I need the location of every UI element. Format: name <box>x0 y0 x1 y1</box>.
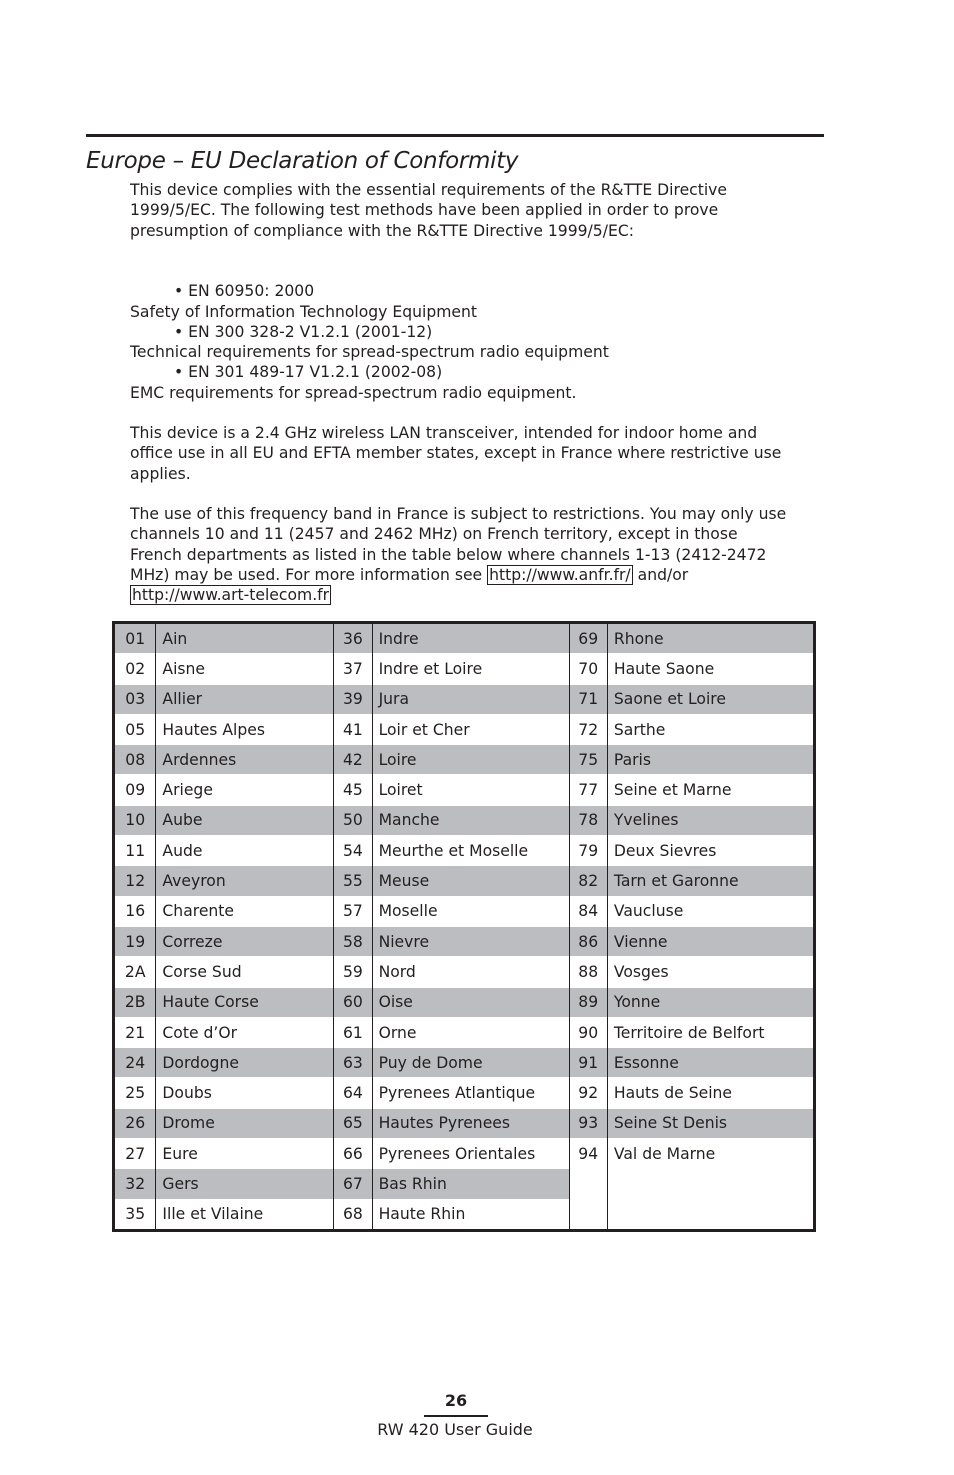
department-number: 24 <box>114 1048 156 1078</box>
department-number: 08 <box>114 745 156 775</box>
department-number: 16 <box>114 896 156 926</box>
department-number: 60 <box>334 987 372 1017</box>
table-row <box>114 836 815 866</box>
department-number: 54 <box>334 836 372 866</box>
table-row <box>114 926 815 956</box>
table-row <box>114 623 815 654</box>
page-title: Europe – EU Declaration of Conformity <box>86 148 519 174</box>
standard-bullet: • EN 301 489-17 V1.2.1 (2002-08) <box>174 363 443 382</box>
department-number: 90 <box>569 1017 607 1047</box>
department-name: Oise <box>372 987 569 1017</box>
department-name: Aveyron <box>156 866 334 896</box>
declaration-text <box>130 180 790 605</box>
table-row <box>114 1199 815 1230</box>
department-name: Yonne <box>607 987 814 1017</box>
department-number: 03 <box>114 684 156 714</box>
table-row <box>114 1017 815 1047</box>
department-number: 71 <box>569 684 607 714</box>
table-row <box>114 1108 815 1138</box>
department-number: 25 <box>114 1078 156 1108</box>
department-name: Allier <box>156 684 334 714</box>
department-number: 72 <box>569 714 607 744</box>
department-name: Loir et Cher <box>372 714 569 744</box>
department-name: Meurthe et Moselle <box>372 836 569 866</box>
department-name: Ardennes <box>156 745 334 775</box>
department-name: Deux Sievres <box>607 836 814 866</box>
department-number: 09 <box>114 775 156 805</box>
table-row <box>114 1169 815 1199</box>
department-name: Ain <box>156 623 334 654</box>
department-name: Indre et Loire <box>372 654 569 684</box>
standard-bullet: • EN 60950: 2000 <box>174 282 315 301</box>
department-number: 36 <box>334 623 372 654</box>
department-name: Orne <box>372 1017 569 1047</box>
department-name: Meuse <box>372 866 569 896</box>
department-number: 45 <box>334 775 372 805</box>
department-name: Charente <box>156 896 334 926</box>
department-number: 88 <box>569 957 607 987</box>
department-number: 05 <box>114 714 156 744</box>
department-name: Cote d’Or <box>156 1017 334 1047</box>
table-row <box>114 866 815 896</box>
department-name: Ariege <box>156 775 334 805</box>
table-row <box>114 1139 815 1169</box>
table-row <box>114 896 815 926</box>
department-name: Yvelines <box>607 805 814 835</box>
department-number: 75 <box>569 745 607 775</box>
department-number: 79 <box>569 836 607 866</box>
department-number: 68 <box>334 1199 372 1230</box>
department-name: Bas Rhin <box>372 1169 569 1199</box>
department-number: 64 <box>334 1078 372 1108</box>
france-text: The use of this frequency band in France is subject to restrictions. You may only use channels 10 and 11 (2457 and 2462 MHz) on French territory, except in those French departments as listed in the table below where channels 1-13 (2412-2472 MHz) may be used. For more information see <box>130 505 787 584</box>
table-row <box>114 684 815 714</box>
intro-paragraph: This device complies with the essential requirements of the R&TTE Directive 1999/5/EC. The following test methods have been applied in order to prove presumption of compliance with the R&TTE Directive 1999/5/EC: <box>130 181 728 240</box>
department-number: 21 <box>114 1017 156 1047</box>
department-name: Aisne <box>156 654 334 684</box>
department-name: Ille et Vilaine <box>156 1199 334 1230</box>
top-rule <box>86 134 824 137</box>
department-number: 69 <box>569 623 607 654</box>
department-name: Vosges <box>607 957 814 987</box>
department-name: Nord <box>372 957 569 987</box>
department-name: Rhone <box>607 623 814 654</box>
department-number: 27 <box>114 1139 156 1169</box>
department-number: 2A <box>114 957 156 987</box>
department-number: 59 <box>334 957 372 987</box>
department-number: 41 <box>334 714 372 744</box>
departments-table <box>112 621 816 1232</box>
department-number: 12 <box>114 866 156 896</box>
department-number: 63 <box>334 1048 372 1078</box>
department-number: 94 <box>569 1139 607 1169</box>
department-name: Eure <box>156 1139 334 1169</box>
art-telecom-link[interactable]: http://www.art-telecom.fr <box>132 586 330 604</box>
department-name: Haute Saone <box>607 654 814 684</box>
department-number: 67 <box>334 1169 372 1199</box>
department-number: 58 <box>334 926 372 956</box>
department-name: Gers <box>156 1169 334 1199</box>
department-name: Val de Marne <box>607 1139 814 1169</box>
department-name: Drome <box>156 1108 334 1138</box>
department-name: Seine et Marne <box>607 775 814 805</box>
department-name: Nievre <box>372 926 569 956</box>
department-number: 70 <box>569 654 607 684</box>
department-number: 11 <box>114 836 156 866</box>
department-name: Pyrenees Orientales <box>372 1139 569 1169</box>
table-row <box>114 805 815 835</box>
standard-description: EMC requirements for spread-spectrum radio equipment. <box>130 383 577 402</box>
department-name: Tarn et Garonne <box>607 866 814 896</box>
department-name <box>607 1169 814 1199</box>
table-row <box>114 1078 815 1108</box>
department-number: 50 <box>334 805 372 835</box>
department-number: 92 <box>569 1078 607 1108</box>
department-number: 2B <box>114 987 156 1017</box>
standard-bullet: • EN 300 328-2 V1.2.1 (2001-12) <box>174 322 433 341</box>
department-number: 32 <box>114 1169 156 1199</box>
department-number: 55 <box>334 866 372 896</box>
department-name: Corse Sud <box>156 957 334 987</box>
department-number: 61 <box>334 1017 372 1047</box>
department-number: 86 <box>569 926 607 956</box>
department-number: 65 <box>334 1108 372 1138</box>
department-name: Haute Rhin <box>372 1199 569 1230</box>
department-name: Loire <box>372 745 569 775</box>
department-name: Puy de Dome <box>372 1048 569 1078</box>
department-name: Vaucluse <box>607 896 814 926</box>
page-number-rule <box>424 1415 488 1417</box>
department-name <box>607 1199 814 1230</box>
france-join: and/or <box>632 565 689 584</box>
department-number: 77 <box>569 775 607 805</box>
department-number: 19 <box>114 926 156 956</box>
department-name: Paris <box>607 745 814 775</box>
department-name: Territoire de Belfort <box>607 1017 814 1047</box>
department-name: Pyrenees Atlantique <box>372 1078 569 1108</box>
department-name: Moselle <box>372 896 569 926</box>
table-row <box>114 957 815 987</box>
department-number: 10 <box>114 805 156 835</box>
department-name: Loiret <box>372 775 569 805</box>
france-paragraph <box>130 504 790 605</box>
department-number: 78 <box>569 805 607 835</box>
standard-description: Technical requirements for spread-spectrum radio equipment <box>130 343 609 361</box>
department-number: 02 <box>114 654 156 684</box>
page-number: 26 <box>444 1391 468 1410</box>
table-row <box>114 654 815 684</box>
department-number: 89 <box>569 987 607 1017</box>
guide-title: RW 420 User Guide <box>377 1420 533 1439</box>
standard-description: Safety of Information Technology Equipment <box>130 302 477 321</box>
table-row <box>114 714 815 744</box>
table-row <box>114 987 815 1017</box>
department-number: 37 <box>334 654 372 684</box>
department-name: Saone et Loire <box>607 684 814 714</box>
department-name: Haute Corse <box>156 987 334 1017</box>
table-row <box>114 745 815 775</box>
department-number: 82 <box>569 866 607 896</box>
department-number: 91 <box>569 1048 607 1078</box>
department-name: Indre <box>372 623 569 654</box>
department-name: Correze <box>156 926 334 956</box>
department-number: 93 <box>569 1108 607 1138</box>
department-number: 57 <box>334 896 372 926</box>
department-number: 26 <box>114 1108 156 1138</box>
department-name: Seine St Denis <box>607 1108 814 1138</box>
department-name: Hautes Alpes <box>156 714 334 744</box>
department-number <box>569 1199 607 1230</box>
table-row <box>114 775 815 805</box>
department-name: Dordogne <box>156 1048 334 1078</box>
department-number: 01 <box>114 623 156 654</box>
department-number: 39 <box>334 684 372 714</box>
table-row <box>114 1048 815 1078</box>
department-number: 42 <box>334 745 372 775</box>
department-name: Hauts de Seine <box>607 1078 814 1108</box>
usage-paragraph: This device is a 2.4 GHz wireless LAN transceiver, intended for indoor home and office use in all EU and EFTA member states, except in France where restrictive use applies. <box>130 424 782 483</box>
department-name: Manche <box>372 805 569 835</box>
department-name: Aude <box>156 836 334 866</box>
department-number <box>569 1169 607 1199</box>
department-name: Sarthe <box>607 714 814 744</box>
department-name: Jura <box>372 684 569 714</box>
department-number: 66 <box>334 1139 372 1169</box>
department-number: 35 <box>114 1199 156 1230</box>
department-number: 84 <box>569 896 607 926</box>
anfr-link[interactable]: http://www.anfr.fr/ <box>489 565 631 584</box>
department-name: Vienne <box>607 926 814 956</box>
department-name: Aube <box>156 805 334 835</box>
department-name: Hautes Pyrenees <box>372 1108 569 1138</box>
department-name: Essonne <box>607 1048 814 1078</box>
department-name: Doubs <box>156 1078 334 1108</box>
